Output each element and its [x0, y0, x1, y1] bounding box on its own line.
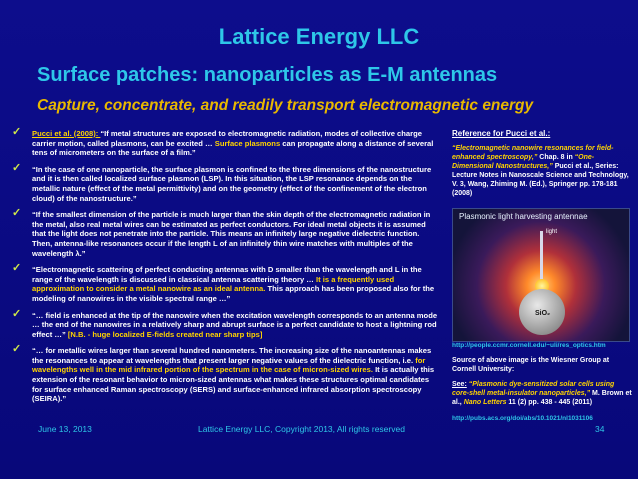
bullet-text: “Electromagnetic scattering of perfect conducting antennas with D smaller than the wavelength and L in the range of the wavelength is discussed in classical antenna scattering theory …	[32, 265, 422, 284]
checkmark-icon: ✓	[12, 126, 22, 138]
reference-details: Pucci et al., Series: Lecture Notes in Nanoscale Science and Technology, V. 3, Wang, Zhiming M. (Ed.), Springer pp. 178-181 (2008)	[452, 163, 629, 197]
highlight-text: for wavelengths well in the mid infrared portion of the spectrum in the case of micron-sized wires.	[32, 355, 426, 375]
checkmark-icon: ✓	[12, 207, 22, 220]
light-label: light	[546, 229, 558, 235]
reference-box	[452, 129, 630, 198]
see-citation: 11 (2) pp. 438 - 445 (2011)	[506, 399, 593, 406]
highlight-text: Surface plasmons	[214, 138, 281, 148]
bullet-6	[12, 343, 440, 404]
page-number: 34	[595, 424, 605, 434]
slide-subtitle: Surface patches: nanoparticles as E-M antennas	[37, 64, 498, 86]
bullet-text: “If metal structures are exposed to electromagnetic radiation, modes of collective charge carrier motion, called plasmons, can be excited …	[32, 129, 422, 148]
reference-title: “Electromagnetic nanowire resonances for field-enhanced spectroscopy,”	[452, 145, 614, 161]
bullet-text: This approach has been proposed also for the modeling of nanowires in the visible spectral range …”	[32, 284, 435, 303]
footer-date: June 13, 2013	[38, 424, 92, 434]
reference-text	[452, 144, 630, 198]
highlight-text: It is a frequently used approximation to consider a metal nanowire as an ideal antenna.	[32, 274, 395, 294]
bullet-text: It is actually this extension of the resonant behavior to micron-sized antennas what makes these structures optimal candidates for surface enhanced Raman spectroscopy (SERS) and surface-enhanced infrared absorption spectroscopy (SEIRA).”	[32, 365, 435, 404]
bullet-text: “If the smallest dimension of the particle is much larger than the skin depth of the electromagnetic radiation in the metal, also real metal wires can be estimated as perfect conductors. For ideal metal objects it is assumed that the light does not penetrate into the particle. This means an infinitely large negative dielectric function. Then, antenna-like resonances occur if the length L of an infinitely thin wire matches with multiples of the wavelength λ.”	[32, 210, 431, 258]
source-box	[452, 356, 632, 423]
highlight-text: [N.B. - huge localized E-fields created near sharp tips]	[67, 329, 263, 339]
core-label: SiO₂	[535, 310, 551, 317]
image-label: Plasmonic light harvesting antennae	[459, 212, 588, 221]
bullet-text: “… for metallic wires larger than several hundred nanometers. The increasing size of the nanoantennas makes the resonances to appear at wavelengths that present larger negative values of the dielectric function, i.e.	[32, 346, 432, 365]
doi-link[interactable]: http://pubs.acs.org/doi/abs/10.1021/nl1031106	[452, 415, 593, 422]
plasmonic-antenna-image	[452, 208, 630, 342]
see-journal: Nano Letters	[463, 399, 507, 406]
see-label: See:	[452, 381, 467, 388]
bullet-list	[12, 126, 440, 411]
checkmark-icon: ✓	[12, 262, 22, 275]
bullet-text: “… field is enhanced at the tip of the nanowire when the excitation wavelength corresponds to an antenna mode … the end of the nanowires in a relatively sharp and abrupt surface is a perfect candidate to host a lightning rod effect …”	[32, 310, 438, 339]
see-authors: M. Brown et al.,	[452, 390, 632, 406]
see-reference	[452, 380, 632, 407]
citation: Pucci et al. (2008):	[32, 129, 101, 138]
bullet-text: “In the case of one nanoparticle, the surface plasmon is confined to the three dimensions of the nanostructure and it is then called localized surface plasmon (LSP). In this situation, the LSP resonance depends on the metallic nature (effect of the metal permittivity) and on the geometry (effect of the confinement of the electron cloud) of the nanostructure.”	[32, 164, 432, 203]
bullet-text: can propagate along a distance of several tens of micrometers on the surface of a film.”	[32, 138, 434, 158]
checkmark-icon: ✓	[12, 343, 22, 356]
see-title: “Plasmonic dye-sensitized solar cells using core-shell metal-insulator nanoparticles,”	[452, 381, 615, 397]
bullet-3	[12, 207, 440, 258]
checkmark-icon: ✓	[12, 307, 22, 320]
bullet-2	[12, 161, 440, 203]
bullet-1	[12, 126, 440, 158]
image-source-link[interactable]: http://people.ccmr.cornell.edu/~uli/res_optics.htm	[452, 342, 606, 349]
slide-title: Lattice Energy LLC	[218, 24, 420, 49]
bullet-5	[12, 307, 440, 340]
checkmark-icon: ✓	[12, 161, 22, 174]
bullet-4	[12, 262, 440, 303]
source-text: Source of above image is the Wiesner Group at Cornell University:	[452, 357, 610, 373]
reference-heading: Reference for Pucci et al.:	[452, 129, 551, 138]
slide-tagline: Capture, concentrate, and readily transport electromagnetic energy	[37, 97, 534, 114]
reference-chapter: Chap. 8 in	[537, 154, 575, 161]
footer-copyright: Lattice Energy LLC, Copyright 2013, All rights reserved	[198, 424, 405, 434]
light-beam	[540, 231, 543, 283]
reference-book: “One-Dimensional Nanostructures,”	[452, 154, 595, 170]
